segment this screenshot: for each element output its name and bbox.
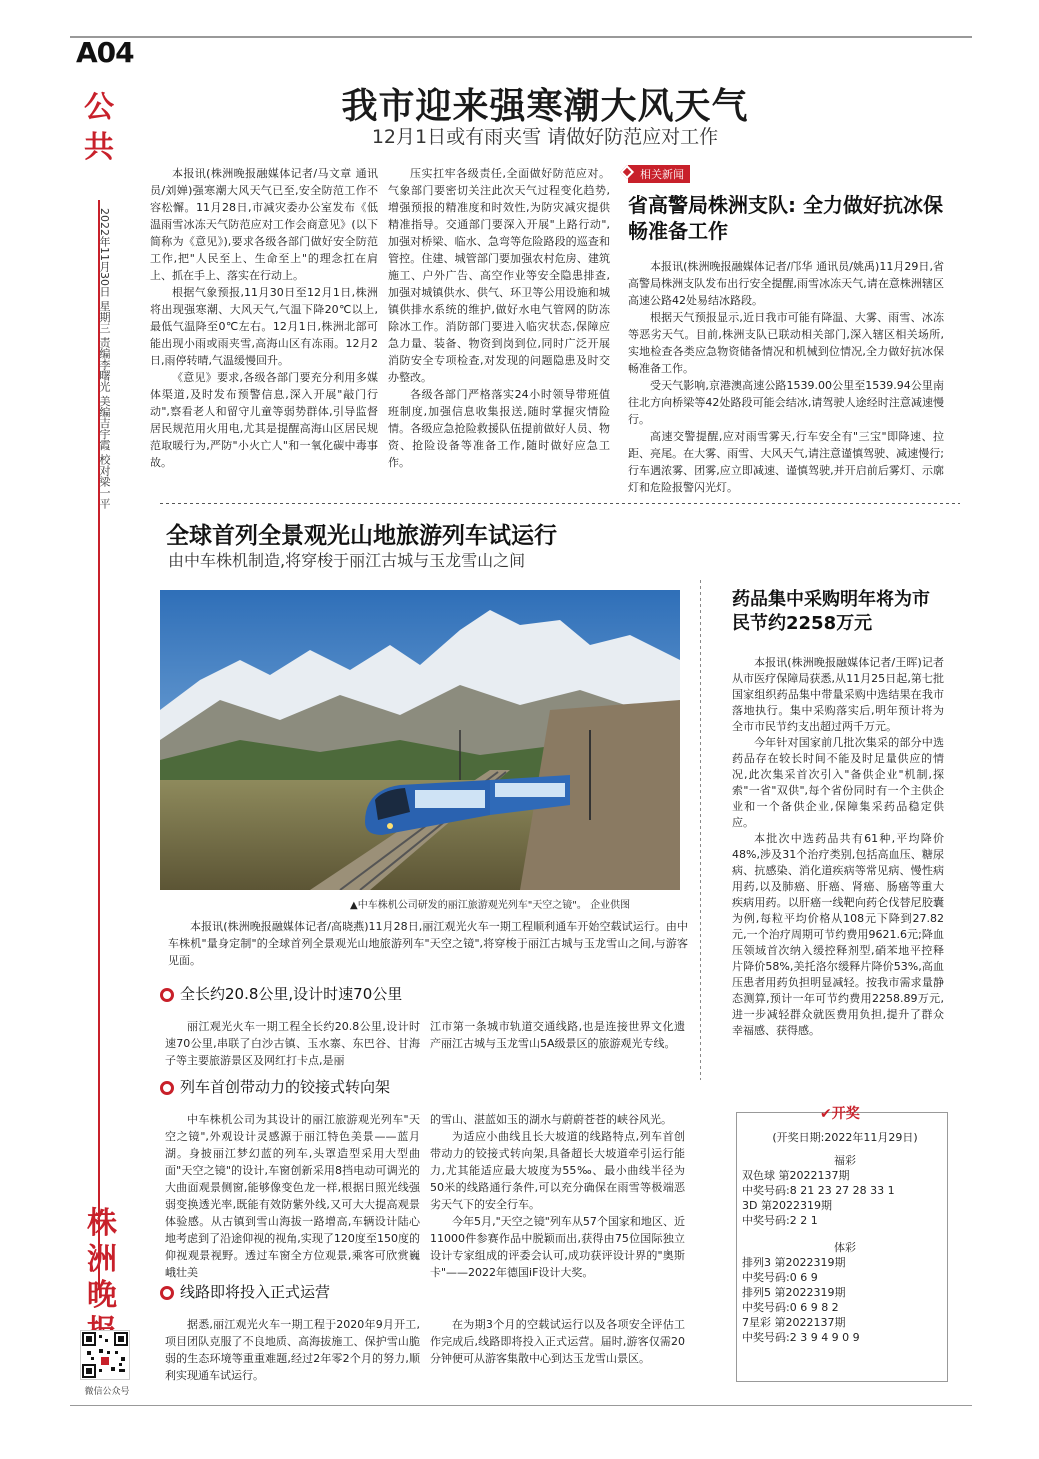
lead-headline: 我市迎来强寒潮大风天气 (341, 86, 749, 127)
page-number: A04 (76, 36, 134, 69)
bottom-rule (70, 1405, 972, 1406)
brand-logo: 株洲晚 (87, 1206, 117, 1313)
section3-column-2 (430, 1316, 685, 1367)
lottery-numbers: 中奖号码:8 21 23 27 28 33 1 (742, 1184, 895, 1197)
circle-bullet-icon (160, 1081, 174, 1095)
section2-column-1 (165, 1111, 420, 1281)
related-paragraph: 根据天气预报显示,近日我市可能有降温、大雾、雨雪、冰冻等恶劣天气。目前,株洲支队已联动相关部门,深入辖区相关场所,实地检查各类应急物资储备情况和机械到位情况,全力做好抗冰保畅准备工作。 (628, 311, 944, 375)
lottery-draw-name: 3D 第2022319期 (742, 1199, 832, 1212)
related-news-tag-label: 相关新闻 (640, 168, 684, 181)
section1-paragraph: 江市第一条城市轨道交通线路,也是连接世界文化遗产丽江古城与玉龙雪山5A级景区的旅游观光专线。 (430, 1020, 685, 1050)
section2-title: 列车首创带动力的铰接式转向架 (180, 1078, 391, 1096)
section3-paragraph: 在为期3个月的空载试运行以及各项安全评估工作完成后,线路即将投入正式运营。届时,游客仅需20分钟便可从游客集散中心到达玉龙雪山景区。 (430, 1318, 685, 1365)
section2-paragraph: 的雪山、湛蓝如玉的湖水与蔚蔚苍苍的峡谷风光。 (430, 1113, 672, 1126)
lottery-tag-label: 开奖 (831, 1106, 860, 1122)
section3-column-1 (165, 1316, 420, 1384)
section1-subtitle (160, 983, 680, 1004)
section2-paragraph: 为适应小曲线且长大坡道的线路特点,列车首创带动力的铰接式转向架,具备超长大坡道牵引运行能力,尤其能适应最大坡度为55‰、最小曲线半径为50米的线路通行条件,可以充分确保在雨雪等极端恶劣天气下的安全行车。 (430, 1130, 685, 1211)
section2-paragraph: 今年5月,"天空之镜"列车从57个国家和地区、近11000件参赛作品中脱颖而出,获得由75位国际独立设计专家组成的评委会认可,成功获评设计界的"奥斯卡"——2022年德国iF设计大奖。 (430, 1215, 685, 1279)
related-paragraph: 高速交警提醒,应对雨雪雾天,行车安全有"三宝"即降速、拉距、亮尾。在大雾、雨雪、大风天气,请注意谨慎驾驶、减速慢行;行车遇浓雾、团雾,应立即减速、谨慎驾驶,并开启前后雾灯、示廓灯和危险报警闪光灯。 (628, 430, 944, 494)
lead-paragraph: 本报讯(株洲晚报融媒体记者/马文章 通讯员/刘婵)强寒潮大风天气已至,安全防范工作不容松懈。11月28日,市减灾委办公室发布《低温雨雪冰冻天气防范应对工作会商意见》(以下简称为《意见》),要求各级各部门做好安全防范工作,把"人民至上、生命至上"的理念扛在肩上、抓在手上、落实在行动上。 (150, 167, 378, 282)
lead-paragraph: 根据气象预报,11月30日至12月1日,株洲将出现强寒潮、大风天气,气温下降20℃以上,最低气温降至0℃左右。12月1日,株洲北部可能出现小雨或雨夹雪,高海山区有冻雨。12月2日,雨停转晴,气温缓慢回升。 (150, 286, 378, 367)
section2-column-2 (430, 1111, 685, 1281)
train-photo-illustration (160, 590, 680, 890)
sports-heading: 体彩 (834, 1241, 856, 1254)
lottery-draw-name: 排列3 第2022319期 (742, 1256, 846, 1269)
lead-paragraph: 压实扛牢各级责任,全面做好防范应对。气象部门要密切关注此次天气过程变化趋势,增强预报的精准度和时效性,为防灾减灾提供精准指导。交通部门要深入开展"上路行动",加强对桥梁、临水、急弯等危险路段的巡查和管控。住建、城管部门要加强农村危房、建筑施工、户外广告、高空作业等安全隐患排查,加强对城镇供水、供气、环卫等公用设施和城镇供排水系统的维护,做好水电气管网的防冻除冰工作。消防部门要进入临灾状态,保障应急力量、装备、物资到岗到位,同时广泛开展消防安全专项检查,对发现的问题隐患及时交办整改。 (388, 167, 610, 384)
related-paragraph: 本报讯(株洲晚报融媒体记者/邝华 通讯员/姚禹)11月29日,省高警局株洲支队发布出行安全提醒,雨雪冰冻天气,请在意株洲辖区高速公路42处易结冰路段。 (628, 260, 944, 307)
section3-subtitle (160, 1281, 680, 1302)
lottery-draw-name: 双色球 第2022137期 (742, 1169, 850, 1182)
section2-subtitle (160, 1076, 680, 1097)
section1-paragraph: 丽江观光火车一期工程全长约20.8公里,设计时速70公里,串联了白沙古镇、玉水寨、东巴谷、甘海子等主要旅游景区及网红打卡点,是丽 (165, 1020, 420, 1067)
section3-title: 线路即将投入正式运营 (180, 1283, 331, 1301)
section1-title: 全长约20.8公里,设计时速70公里 (180, 985, 403, 1003)
train-subhead: 由中车株机制造,将穿梭于丽江古城与玉龙雪山之间 (168, 551, 526, 570)
section1-column-1 (165, 1018, 420, 1069)
circle-bullet-icon (160, 1286, 174, 1300)
section1-column-2 (430, 1018, 685, 1052)
diamond-icon (620, 165, 634, 179)
qr-code (80, 1330, 130, 1380)
train-intro-paragraph: 本报讯(株洲晚报融媒体记者/高晓燕)11月28日,丽江观光火车一期工程顺利通车开始空载试运行。由中车株机"量身定制"的全球首列全景观光山地旅游列车"天空之镜",将穿梭于丽江古城与玉龙雪山之间,与游客见面。 (168, 920, 688, 967)
photo-caption: ▲中车株机公司研发的丽江旅游观光列车"天空之镜"。 企业供图 (350, 900, 631, 911)
column-divider (700, 580, 701, 1080)
lead-paragraph: 《意见》要求,各级各部门要充分利用多媒体渠道,及时发布预警信息,深入开展"敲门行动",察看老人和留守儿童等弱势群体,引导监督居民规范用火用电,尤其是提醒高海山区居民规范取暖行为,严防"小火亡人"和一氧化碳中毒事故。 (150, 371, 378, 469)
lead-subhead: 12月1日或有雨夹雪 请做好防范应对工作 (371, 126, 719, 148)
dateline: 2022年11月30日 星期三 责编李曙光 美编吉宇霞 校对梁一平 (98, 208, 111, 509)
lead-column-1 (150, 165, 378, 471)
lottery-numbers: 中奖号码:2 3 9 4 9 0 9 (742, 1331, 860, 1344)
circle-bullet-icon (160, 988, 174, 1002)
section-divider (160, 503, 960, 504)
related-news-tag (628, 165, 690, 183)
qr-code-image (81, 1331, 129, 1379)
section-label: 公共 (84, 90, 114, 165)
train-photo (160, 590, 680, 890)
medicine-headline: 药品集中采购明年将为市民节约2258万元 (732, 589, 930, 634)
lead-paragraph: 各级各部门严格落实24小时领导带班值班制度,加强信息收集报送,随时掌握灾情险情。各级应急抢险救援队伍提前做好人员、物资、抢险设备等准备工作,随时做好应急工作。 (388, 388, 610, 469)
section2-paragraph: 中车株机公司为其设计的丽江旅游观光列车"天空之镜",外观设计灵感源于丽江特色美景——蓝月湖。身披丽江梦幻蓝的列车,头罩造型采用大型曲面"天空之镜"的设计,车窗创新采用8挡电动可调光的大曲面观景侧窗,能够像变色龙一样,根据日照光线强弱变换透光率,既能有效防紫外线,又可大大提高观景体验感。从古镇到雪山海拔一路增高,车辆设计陆心地考虑到了沿途仰视的视角,实现了120度至150度的仰视观景视野。透过车窗全方位观景,乘客可欣赏巍峨壮美 (165, 1113, 420, 1279)
lottery-draw-name: 7星彩 第2022137期 (742, 1316, 846, 1329)
related-headline: 省高警局株洲支队: 全力做好抗冰保畅准备工作 (628, 193, 943, 243)
lottery-numbers: 中奖号码:2 2 1 (742, 1214, 818, 1227)
top-rule (70, 36, 972, 38)
medicine-body (732, 655, 944, 1039)
welfare-heading: 福彩 (834, 1154, 856, 1167)
lottery-results (742, 1130, 948, 1345)
lottery-date: (开奖日期:2022年11月29日) (772, 1131, 918, 1144)
lottery-draw-name: 排列5 第2022319期 (742, 1286, 846, 1299)
related-body (628, 258, 944, 496)
lead-column-2 (388, 165, 610, 471)
medicine-paragraph: 本批次中选药品共有61种,平均降价48%,涉及31个治疗类别,包括高血压、糖尿病、抗感染、消化道疾病等常见病、慢性病用药,以及肺癌、肝癌、肾癌、肠癌等重大疾病用药。以肝癌一线靶向药仑伐替尼胶囊为例,每粒平均价格从108元下降到27.82元,一个治疗周期可节约费用9621.6元;降血压领域首次纳入缓控释剂型,硝苯地平控释片降价58%,美托洛尔缓释片降价53%,高血压患者用药负担明显减轻。按我市需求量静态测算,预计一年可节约费用2258.89万元,进一步减轻群众就医费用负担,提升了群众幸福感、获得感。 (732, 832, 944, 1037)
check-icon: ✔ (820, 1106, 832, 1122)
lottery-tag (820, 1103, 860, 1123)
train-headline: 全球首列全景观光山地旅游列车试运行 (166, 523, 557, 549)
lottery-numbers: 中奖号码:0 6 9 (742, 1271, 818, 1284)
train-intro (168, 918, 688, 969)
qr-label: 微信公众号 (84, 1387, 130, 1397)
related-paragraph: 受天气影响,京港澳高速公路1539.00公里至1539.94公里南往北方向桥梁等42处路段可能会结冰,请驾驶人途经时注意减速慢行。 (628, 379, 944, 426)
lottery-numbers: 中奖号码:0 6 9 8 2 (742, 1301, 839, 1314)
medicine-paragraph: 本报讯(株洲晚报融媒体记者/王晖)记者从市医疗保障局获悉,从11月25日起,第七批国家组织药品集中带量采购中选结果在我市落地执行。集中采购落实后,明年预计将为全市市民节约支出超过两千万元。 (732, 656, 944, 733)
medicine-paragraph: 今年针对国家前几批次集采的部分中选药品存在较长时间不能及时足量供应的情况,此次集采首次引入"备供企业"机制,探索"一省"双供",每个省份同时有一个主供企业和一个备供企业,保障集采药品稳定供应。 (732, 736, 944, 829)
section3-paragraph: 据悉,丽江观光火车一期工程于2020年9月开工,项目团队克服了不良地质、高海拔施工、保护雪山脆弱的生态环境等重重难题,经过2年零2个月的努力,顺利实现通车试运行。 (165, 1318, 420, 1382)
